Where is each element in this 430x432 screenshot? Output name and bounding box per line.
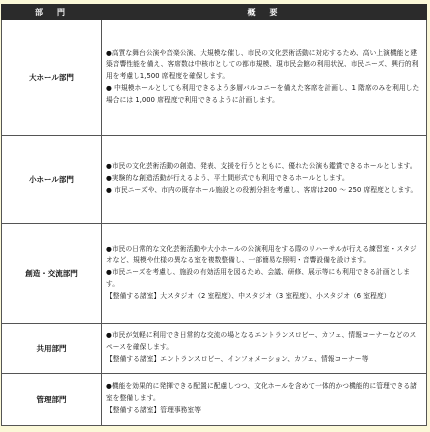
description-paragraph: 【整備する諸室】エントランスロビー、インフォメーション、カフェ、情報コーナー等 xyxy=(106,354,369,363)
header-department: 部 門 xyxy=(2,5,102,20)
department-name: 大ホール部門 xyxy=(2,20,102,136)
department-description xyxy=(102,20,427,136)
description-paragraph: ●市民の文化芸術活動の創造、発表、支援を行うとともに、優れた公演も鑑賞できるホールとします。 xyxy=(106,162,417,171)
department-name: 小ホール部門 xyxy=(2,136,102,224)
table-row xyxy=(2,324,427,374)
department-name: 創造・交流部門 xyxy=(2,224,102,324)
header-overview: 概 要 xyxy=(102,5,427,20)
description-paragraph: ●実験的な創造活動が行えるよう、平土間形式でも利用できるホールとします。 xyxy=(106,174,349,183)
description-paragraph: ● 中規模ホールとしても利用できるよう多層バルコニーを備えた客席を計画し、1 階席のみを利用した場合には 1,000 席程度で利用できるように計画します。 xyxy=(106,83,420,104)
table-row xyxy=(2,136,427,224)
department-name: 管理部門 xyxy=(2,374,102,426)
description-paragraph: ●市民の日常的な文化芸術活動や大小ホールの公演利用をする際のリハーサルが行える練習室・スタジオなど、規模や仕様の異なる室を複数整備し、一部簡易な照明・音響設備を設けます。 xyxy=(106,244,417,265)
department-description xyxy=(102,324,427,374)
description-paragraph: ●高質な舞台公演や音楽公演、大規模な催し、市民の文化芸術活動に対応するため、高い上演機能と建築音響性能を備え、客席数は中核市としての都市規模、現市民会館の利用状況、市民ニーズ、興行的利用を考慮し1,500 席程度を確保します。 xyxy=(106,48,419,81)
description-paragraph: ●機能を効果的に発揮できる配置に配慮しつつ、文化ホールを含めて一体的かつ機能的に管理できる諸室を整備します。 xyxy=(106,382,417,403)
table-row xyxy=(2,374,427,426)
description-paragraph: ●市民ニーズを考慮し、施設の有効活用を図るため、会議、研修、展示等にも利用できる計画とします。 xyxy=(106,268,410,288)
department-description xyxy=(102,374,427,426)
facility-table-wrapper xyxy=(1,4,426,426)
description-paragraph: ●市民が気軽に利用でき日常的な交流の場となるエントランスロビー、カフェ、情報コーナーなどのスペースを確保します。 xyxy=(106,331,417,352)
department-overview-table xyxy=(1,4,427,426)
description-paragraph: 【整備する諸室】管理事務室等 xyxy=(106,405,202,414)
department-name: 共用部門 xyxy=(2,324,102,374)
table-row xyxy=(2,224,427,324)
description-paragraph: 【整備する諸室】大スタジオ（2 室程度）、中スタジオ（3 室程度）、小スタジオ（6 室程度） xyxy=(106,291,391,300)
department-description xyxy=(102,136,427,224)
table-header-row xyxy=(2,5,427,20)
department-description xyxy=(102,224,427,324)
description-paragraph: ● 市民ニーズや、市内の既存ホール施設との役割分担を考慮し、客席は200 ～ 250 席程度とします。 xyxy=(106,185,418,194)
table-row xyxy=(2,20,427,136)
